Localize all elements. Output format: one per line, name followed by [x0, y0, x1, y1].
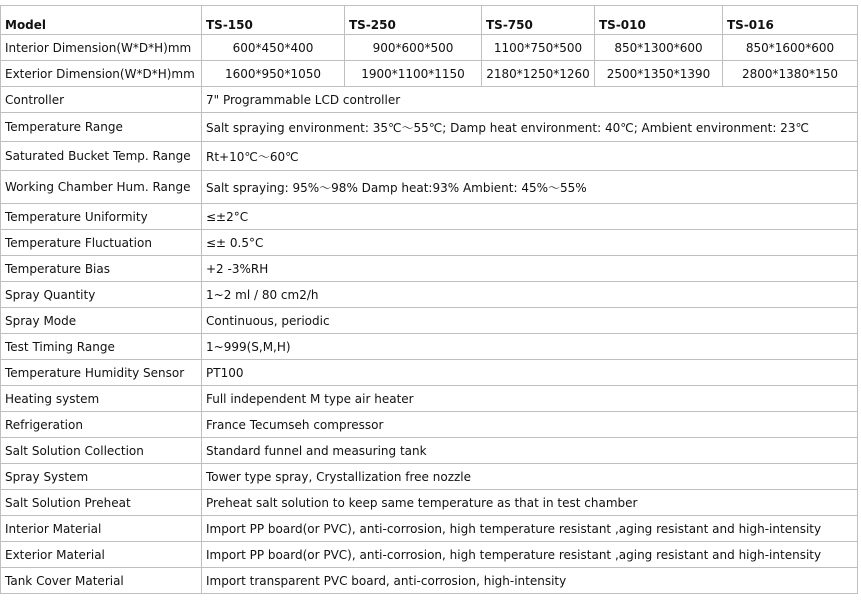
- row-label: Salt Solution Collection: [1, 438, 202, 464]
- row-value: ≤± 0.5°C: [202, 230, 858, 256]
- cell-value: 850*1300*600: [595, 35, 723, 61]
- cell-value: 1900*1100*1150: [345, 61, 482, 87]
- row-label: Working Chamber Hum. Range: [1, 171, 202, 204]
- cell-value: 850*1600*600: [723, 35, 858, 61]
- table-row: [1, 438, 858, 464]
- table-row: [1, 334, 858, 360]
- cell-value: 2500*1350*1390: [595, 61, 723, 87]
- row-value: Preheat salt solution to keep same temperature as that in test chamber: [202, 490, 858, 516]
- row-label: Spray Mode: [1, 308, 202, 334]
- cell-value: 600*450*400: [202, 35, 345, 61]
- row-label: Exterior Dimension(W*D*H)mm: [1, 61, 202, 87]
- table-row: [1, 204, 858, 230]
- row-value: France Tecumseh compressor: [202, 412, 858, 438]
- row-value: Rt+10℃～60℃: [202, 142, 858, 171]
- row-value: 1~2 ml / 80 cm2/h: [202, 282, 858, 308]
- row-label: Saturated Bucket Temp. Range: [1, 142, 202, 171]
- row-value: Tower type spray, Crystallization free nozzle: [202, 464, 858, 490]
- row-label: Refrigeration: [1, 412, 202, 438]
- table-row: [1, 464, 858, 490]
- spec-table: [0, 5, 858, 594]
- table-row: [1, 35, 858, 61]
- row-label: Spray Quantity: [1, 282, 202, 308]
- row-label: Exterior Material: [1, 542, 202, 568]
- row-label: Temperature Bias: [1, 256, 202, 282]
- model-name: TS-010: [595, 6, 723, 35]
- table-row: [1, 113, 858, 142]
- row-value: 7" Programmable LCD controller: [202, 87, 858, 113]
- table-row: [1, 142, 858, 171]
- table-row: [1, 282, 858, 308]
- table-row: [1, 87, 858, 113]
- cell-value: 1600*950*1050: [202, 61, 345, 87]
- header-label: Model: [1, 6, 202, 35]
- row-label: Salt Solution Preheat: [1, 490, 202, 516]
- row-label: Tank Cover Material: [1, 568, 202, 594]
- row-value: Salt spraying: 95%～98% Damp heat:93% Ambient: 45%～55%: [202, 171, 858, 204]
- table-row: [1, 256, 858, 282]
- cell-value: 900*600*500: [345, 35, 482, 61]
- row-label: Spray System: [1, 464, 202, 490]
- table-row: [1, 308, 858, 334]
- table-row: [1, 516, 858, 542]
- row-value: Import PP board(or PVC), anti-corrosion, high temperature resistant ,aging resistant and high-intensity: [202, 542, 858, 568]
- row-label: Temperature Fluctuation: [1, 230, 202, 256]
- table-row: [1, 171, 858, 204]
- row-value: Import PP board(or PVC), anti-corrosion, high temperature resistant ,aging resistant and high-intensity: [202, 516, 858, 542]
- row-label: Temperature Range: [1, 113, 202, 142]
- row-value: Salt spraying environment: 35℃～55℃; Damp heat environment: 40℃; Ambient environment: 23℃: [202, 113, 858, 142]
- table-row: [1, 360, 858, 386]
- model-name: TS-250: [345, 6, 482, 35]
- row-label: Temperature Uniformity: [1, 204, 202, 230]
- cell-value: 2180*1250*1260: [482, 61, 595, 87]
- row-value: Standard funnel and measuring tank: [202, 438, 858, 464]
- table-row: [1, 412, 858, 438]
- cell-value: 1100*750*500: [482, 35, 595, 61]
- row-value: PT100: [202, 360, 858, 386]
- row-label: Heating system: [1, 386, 202, 412]
- row-value: Full independent M type air heater: [202, 386, 858, 412]
- row-label: Interior Dimension(W*D*H)mm: [1, 35, 202, 61]
- table-row: [1, 490, 858, 516]
- row-label: Test Timing Range: [1, 334, 202, 360]
- row-value: ≤±2°C: [202, 204, 858, 230]
- table-row: [1, 230, 858, 256]
- row-label: Temperature Humidity Sensor: [1, 360, 202, 386]
- model-name: TS-016: [723, 6, 858, 35]
- table-row: [1, 61, 858, 87]
- row-label: Interior Material: [1, 516, 202, 542]
- row-value: 1~999(S,M,H): [202, 334, 858, 360]
- row-value: Continuous, periodic: [202, 308, 858, 334]
- row-value: +2 -3%RH: [202, 256, 858, 282]
- table-row: [1, 568, 858, 594]
- row-value: Import transparent PVC board, anti-corrosion, high-intensity: [202, 568, 858, 594]
- table-row: [1, 386, 858, 412]
- row-label: Controller: [1, 87, 202, 113]
- header-row: [1, 6, 858, 35]
- cell-value: 2800*1380*150: [723, 61, 858, 87]
- table-row: [1, 542, 858, 568]
- model-name: TS-150: [202, 6, 345, 35]
- model-name: TS-750: [482, 6, 595, 35]
